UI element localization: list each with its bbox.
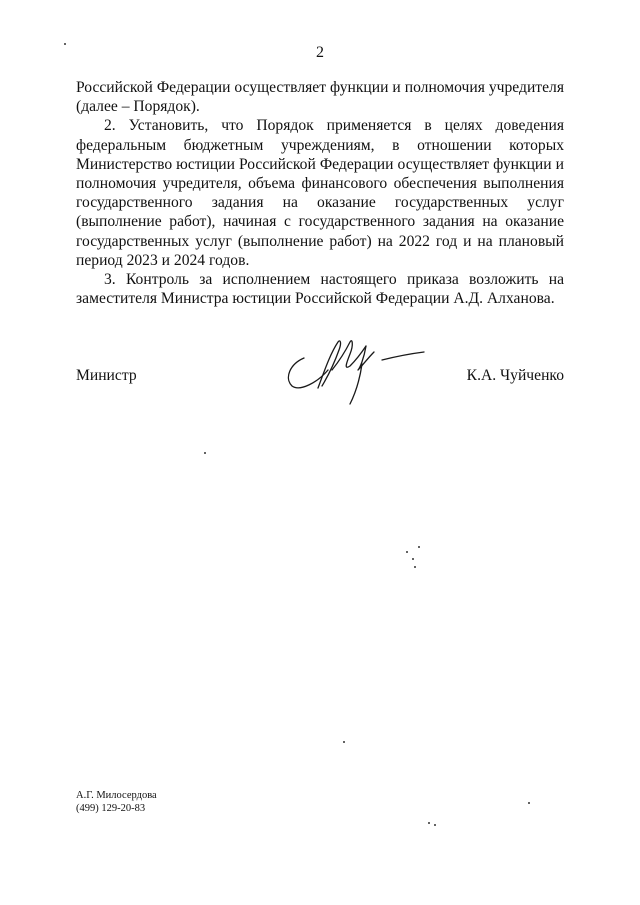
scan-speck xyxy=(418,546,420,548)
scan-speck xyxy=(412,558,414,560)
scan-speck xyxy=(343,741,345,743)
signatory-name: К.А. Чуйченко xyxy=(466,367,564,384)
scan-speck xyxy=(406,551,408,553)
scan-speck xyxy=(204,452,206,454)
scan-speck xyxy=(414,566,416,568)
scan-speck xyxy=(64,43,66,45)
executor-phone: (499) 129-20-83 xyxy=(76,803,146,814)
executor-info xyxy=(76,789,157,815)
paragraph-item-3: 3. Контроль за исполнением настоящего приказа возложить на заместителя Министра юстиции Российской Федерации А.Д. Алханова. xyxy=(76,271,564,308)
document-body xyxy=(76,78,564,308)
paragraph-item-2: 2. Установить, что Порядок применяется в целях доведения федеральным бюджетным учреждениям, в отношении которых Министерство юстиции Российской Федерации осуществляет функции и полномочия учредителя, объема финансового обеспечения выполнения государственного задания на оказание государственных услуг (выполнение работ), начиная с государственного задания на оказание государственных услуг (выполнение работ) на 2022 год и на плановый период 2023 и 2024 годов. xyxy=(76,117,564,269)
scan-speck xyxy=(428,822,430,824)
scan-speck xyxy=(528,802,530,804)
paragraph-continuation: Российской Федерации осуществляет функции и полномочия учредителя (далее – Порядок). xyxy=(76,79,564,116)
handwritten-signature xyxy=(284,330,434,410)
signatory-title: Министр xyxy=(76,367,137,384)
scan-speck xyxy=(434,824,436,826)
page-number: 2 xyxy=(316,44,324,61)
executor-name: А.Г. Милосердова xyxy=(76,790,157,801)
